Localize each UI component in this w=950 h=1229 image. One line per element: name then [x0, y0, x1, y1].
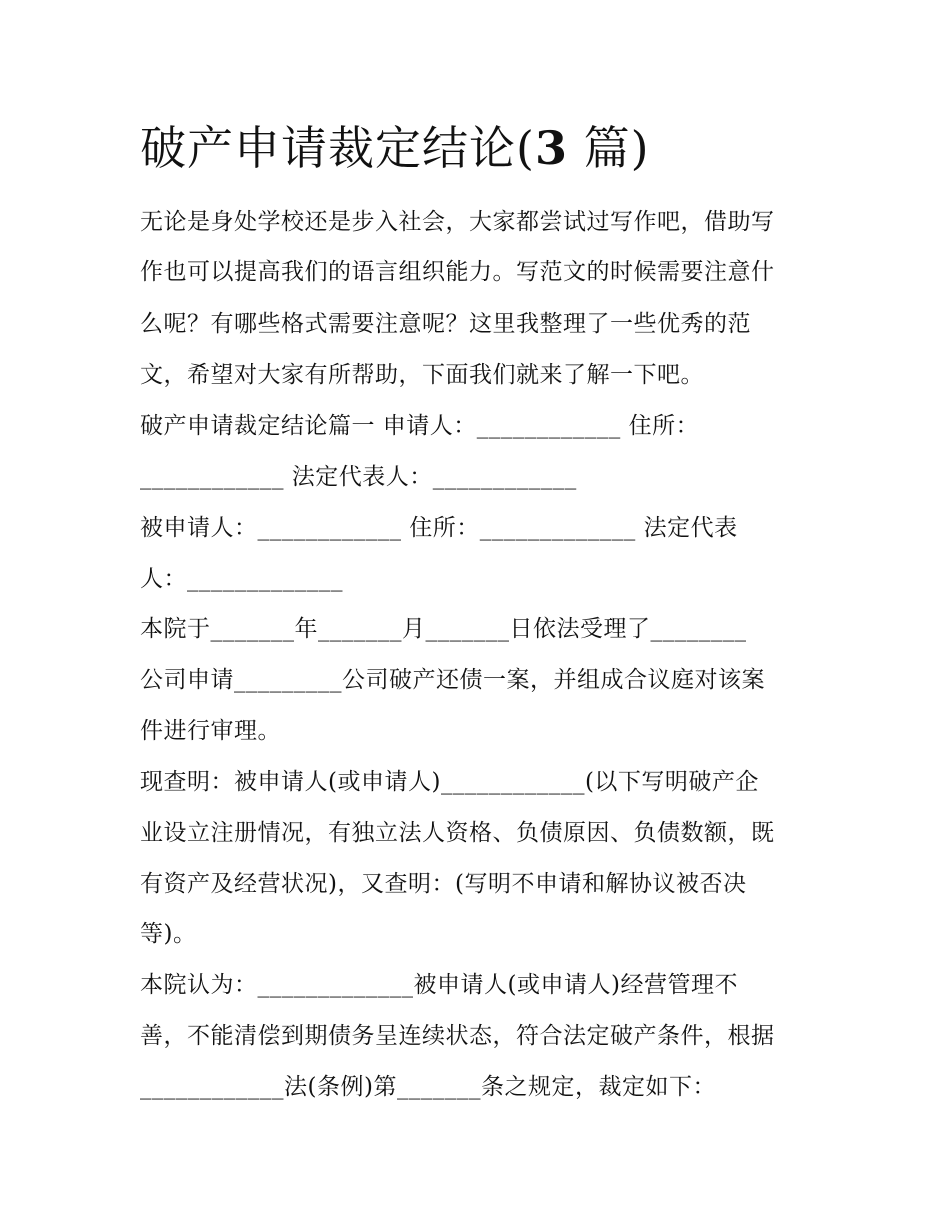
paragraph-line: 等)。: [140, 921, 197, 947]
paragraph-line: 无论是身处学校还是步入社会，大家都尝试过写作吧，借助写: [140, 209, 775, 235]
title-number: 3: [534, 121, 568, 175]
paragraph-line: 人：_____________: [140, 566, 343, 592]
paragraph-line: 业设立注册情况，有独立法人资格、负债原因、负债数额，既: [140, 820, 775, 846]
paragraph-line: 公司申请_________公司破产还债一案，并组成合议庭对该案: [140, 667, 765, 693]
title-main: 破产申请裁定结论(: [140, 121, 535, 175]
paragraph-line: 善，不能清偿到期债务呈连续状态，符合法定破产条件，根据: [140, 1023, 775, 1049]
paragraph-line: 么呢？有哪些格式需要注意呢？这里我整理了一些优秀的范: [140, 311, 751, 337]
paragraph-line: 件进行审理。: [140, 718, 281, 744]
paragraph-line: 文，希望对大家有所帮助，下面我们就来了解一下吧。: [140, 362, 704, 388]
paragraph-line: 被申请人：____________ 住所：_____________ 法定代表: [140, 515, 738, 541]
paragraph-line: 现查明：被申请人(或申请人)____________(以下写明破产企: [140, 769, 759, 795]
title-end: 篇): [567, 121, 650, 175]
paragraph-line: ____________ 法定代表人：____________: [140, 464, 577, 490]
paragraph-line: ____________法(条例)第_______条之规定，裁定如下：: [140, 1074, 716, 1100]
paragraph-line: 破产申请裁定结论篇一 申请人：____________ 住所：: [140, 413, 700, 439]
paragraph-line: 有资产及经营状况)，又查明：(写明不申请和解协议被否决: [140, 871, 747, 897]
paragraph-line: 本院于_______年_______月_______日依法受理了________: [140, 616, 747, 642]
document-title: [140, 118, 650, 178]
paragraph-line: 本院认为：_____________被申请人(或申请人)经营管理不: [140, 972, 738, 998]
paragraph-line: 作也可以提高我们的语言组织能力。写范文的时候需要注意什: [140, 259, 775, 285]
